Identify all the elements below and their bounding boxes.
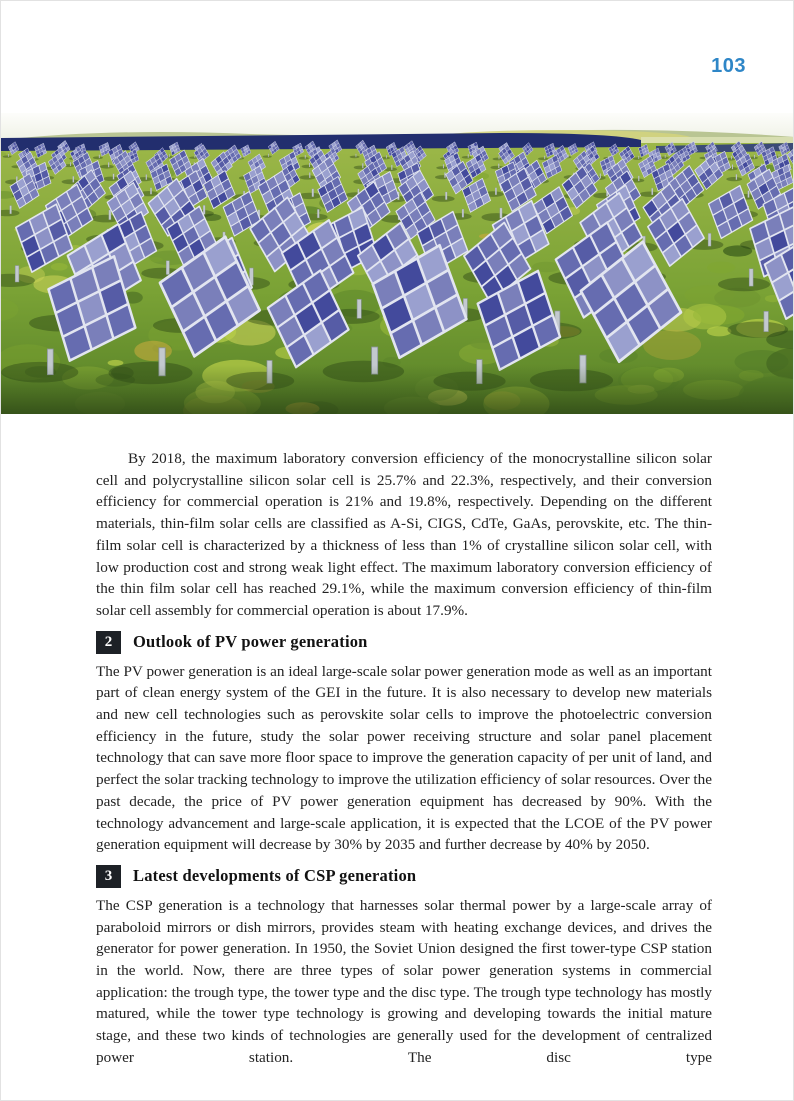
solar-farm-photo <box>1 113 794 414</box>
foreground-foliage-shade <box>1 365 794 414</box>
paragraph-csp-generation: The CSP generation is a technology that harnesses solar thermal power by a large-scale array of paraboloid mirrors or dish mirrors, provides steam with heating exchange devices, and drives the generator for power generation. In 1950, the Soviet Union designed the first tower-type CSP station in the world. Now, there are three types of solar power generation systems in commercial application: the trough type, the tower type and the disc type. The trough type technology has mostly matured, while the tower type technology is growing and developing towards the initial mature stage, and these two kinds of technologies are generally used for the development of centralized power station. The disc type <box>96 896 712 1066</box>
section-number-box: 2 <box>96 631 121 654</box>
paragraph-solar-cell-efficiency: By 2018, the maximum laboratory conversion efficiency of the monocrystalline silicon solar cell and polycrystalline silicon solar cell is 25.7% and 22.3%, respectively, and their conversion efficiency for commercial operation is 21% and 19.8%, respectively. Depending on the different materials, thin-film solar cells are classified as A-Si, CIGS, CdTe, GaAs, perovskite, etc. The thin-film solar cell is characterized by a thickness of less than 1% of crystalline silicon solar cell, with low production cost and strong weak light effect. The maximum laboratory conversion efficiency of the thin film solar cell has reached 29.1%, while the maximum conversion efficiency of thin-film solar cell assembly for commercial operation is about 17.9%. <box>96 450 712 619</box>
section-number-box: 3 <box>96 865 121 888</box>
section-heading-csp-developments <box>96 865 712 888</box>
section-title: Outlook of PV power generation <box>133 632 368 652</box>
page-body <box>96 448 712 1069</box>
paragraph-pv-outlook: The PV power generation is an ideal large-scale solar power generation mode as well as an important part of clean energy system of the GEI in the future. It is also necessary to develop new materials and new cell technologies such as perovskite solar cells to improve the photoelectric conversion efficiency in the future, study the solar power receiving structure and solar panel placement technology that can save more floor space to improve the generation capacity of per unit of land, and perfect the solar tracking technology to improve the utilization efficiency of solar resources. Over the past decade, the price of PV power generation equipment has decreased by 90%. With the technology advancement and large-scale application, it is expected that the LCOE of the PV power generation equipment will decrease by 30% by 2035 and further decrease by 40% by 2050. <box>96 662 712 854</box>
section-heading-outlook-pv <box>96 631 712 654</box>
solar-farm-photo-illustration <box>1 113 794 414</box>
page-number: 103 <box>711 55 746 77</box>
section-title: Latest developments of CSP generation <box>133 866 417 886</box>
